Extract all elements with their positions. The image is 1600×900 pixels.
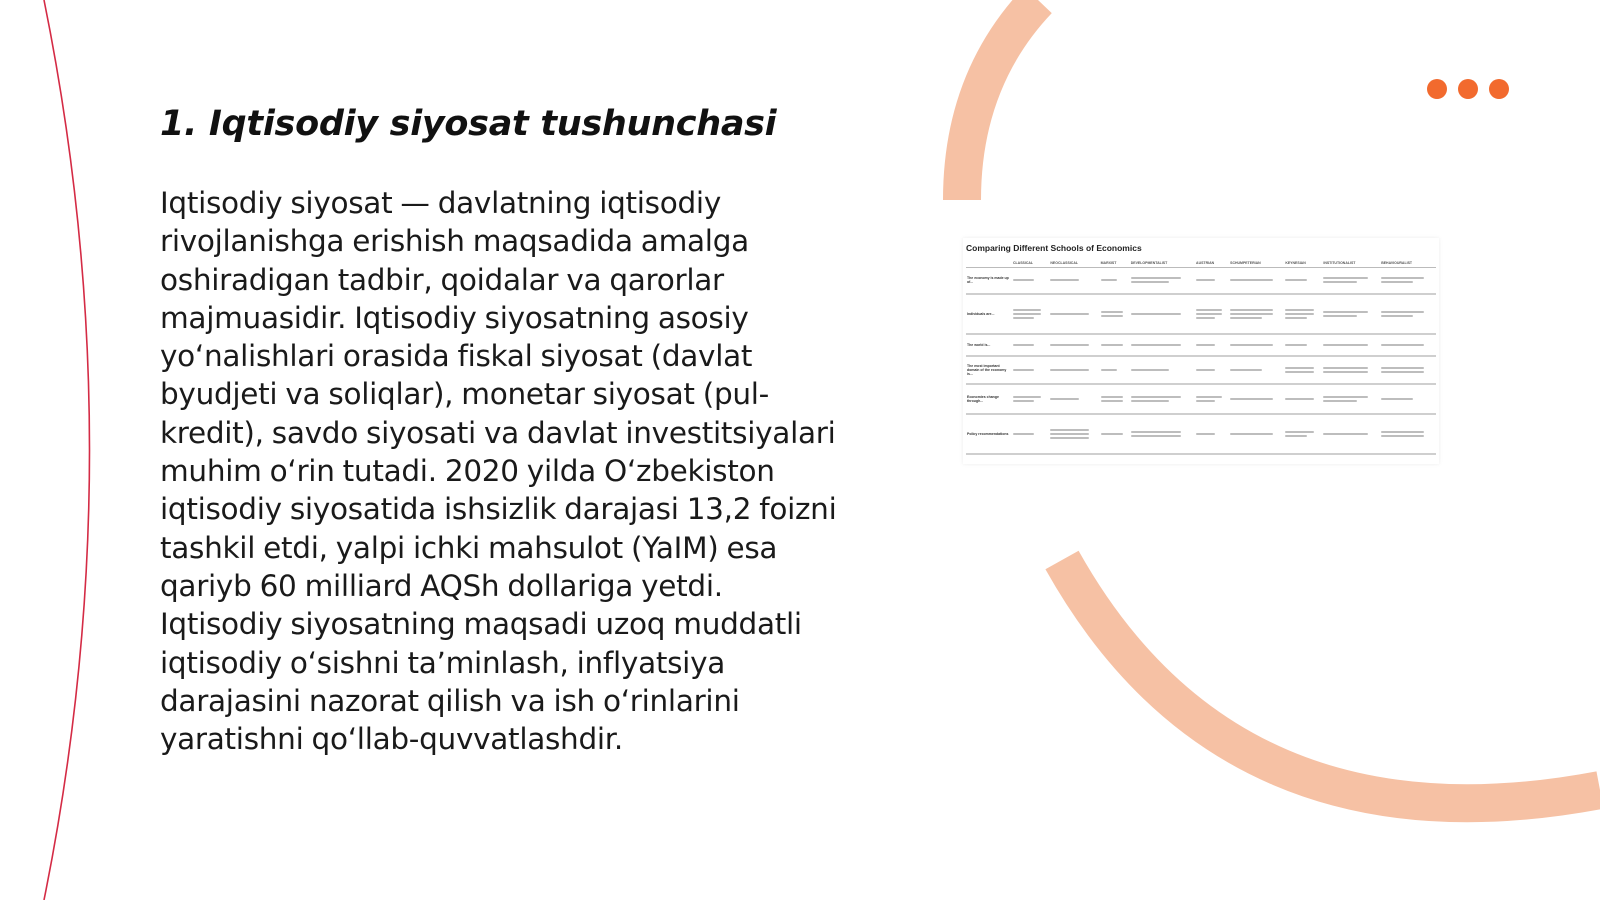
table-row [966, 384, 1436, 414]
table-row-label: Policy recommendations [966, 414, 1012, 454]
table-row [966, 334, 1436, 356]
table-header-cell: AUSTRIAN [1195, 259, 1229, 268]
table-header-cell: MARXIST [1100, 259, 1130, 268]
table-header-cell: CLASSICAL [1012, 259, 1049, 268]
table-image-caption: Comparing Different Schools of Economics [966, 243, 1142, 253]
table-row [966, 356, 1436, 384]
table-header-row [966, 259, 1436, 268]
table-row [966, 294, 1436, 334]
table-row-label: The economy is made up of... [966, 268, 1012, 294]
lower-orange-arc [1062, 560, 1600, 803]
schools-table [966, 259, 1436, 455]
table-header-cell: NEOCLASSICAL [1049, 259, 1099, 268]
table-row-label: Economies change through... [966, 384, 1012, 414]
table-row [966, 268, 1436, 294]
dot [1458, 79, 1478, 99]
economics-schools-table-image [963, 238, 1439, 464]
table-header-cell: KEYNESIAN [1284, 259, 1322, 268]
table-row [966, 414, 1436, 454]
slide-title: 1. Iqtisodiy siyosat tushunchasi [160, 104, 777, 144]
table-header-cell [966, 259, 1012, 268]
three-dots-icon [1427, 79, 1509, 99]
table-row-label: The most important domain of the economy is... [966, 356, 1012, 384]
slide-body-text: Iqtisodiy siyosat — davlatning iqtisodiy rivojlanishga erishish maqsadida amalga oshiradigan tadbir, qoidalar va qarorlar majmuasidir. Iqtisodiy siyosatning asosiy yo‘nalishlari orasida fiskal siyosat (davlat byudjeti va soliqlar), monetar siyosat (pul-kredit), savdo siyosati va davlat investitsiyalari muhim o‘rin tutadi. 2020 yilda O‘zbekiston iqtisodiy siyosatida ishsizlik darajasi 13,2 foizni tashkil etdi, yalpi ichki mahsulot (YaIM) esa qariyb 60 milliard AQSh dollariga yetdi. Iqtisodiy siyosatning maqsadi uzoq muddatli iqtisodiy o‘sishni ta’minlash, inflyatsiya darajasini nazorat qilish va ish o‘rinlarini yaratishni qo‘llab-quvvatlashdir. [160, 186, 837, 757]
table-row-label: Individuals are... [966, 294, 1012, 334]
dot [1489, 79, 1509, 99]
upper-orange-arc [962, 0, 1038, 200]
table-header-cell: BEHAVIOURALIST [1380, 259, 1436, 268]
table-header-cell: DEVELOPMENTALIST [1130, 259, 1195, 268]
table-header-cell: SCHUMPETERIAN [1229, 259, 1284, 268]
table-header-cell: INSTITUTIONALIST [1322, 259, 1380, 268]
table-row-label: The world is... [966, 334, 1012, 356]
dot [1427, 79, 1447, 99]
left-red-curve [44, 0, 90, 900]
